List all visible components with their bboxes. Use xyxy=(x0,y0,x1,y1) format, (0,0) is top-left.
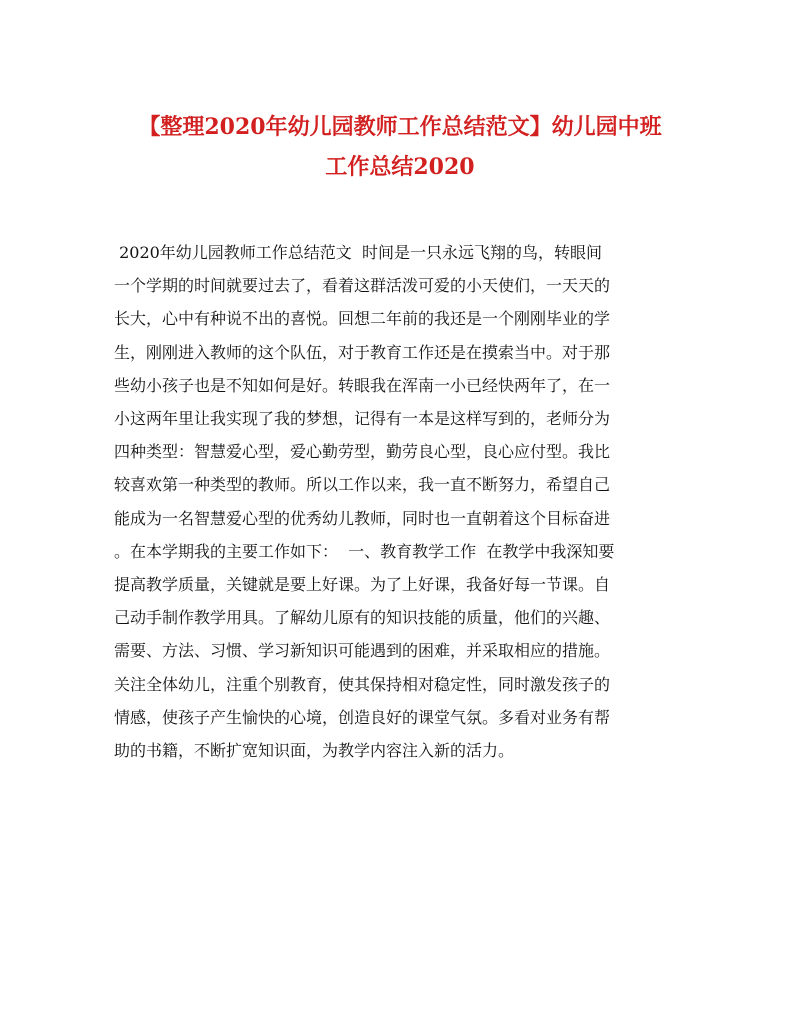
body-line: 需要、方法、习惯、学习新知识可能遇到的困难，并采取相应的措施。 xyxy=(114,641,611,661)
body-line: 提高教学质量，关键就是要上好课。为了上好课，我备好每一节课。自 xyxy=(114,575,611,595)
body-line: 己动手制作教学用具。了解幼儿原有的知识技能的质量，他们的兴趣、 xyxy=(114,608,611,628)
body-line: 关注全体幼儿，注重个别教育，使其保持相对稳定性，同时激发孩子的 xyxy=(114,674,611,694)
body-line: 能成为一名智慧爱心型的优秀幼儿教师，同时也一直朝着这个目标奋进 xyxy=(114,508,611,528)
body-line: 长大，心中有种说不出的喜悦。回想二年前的我还是一个刚刚毕业的学 xyxy=(114,309,611,329)
body-line: 助的书籍，不断扩宽知识面，为教学内容注入新的活力。 xyxy=(114,741,515,761)
title-line-2: 工作总结2020 xyxy=(325,154,475,180)
body-line: 一个学期的时间就要过去了，看着这群活泼可爱的小天使们，一天天的 xyxy=(114,276,611,296)
document-title xyxy=(110,107,690,187)
body-line: 2020年幼儿园教师工作总结范文 时间是一只永远飞翔的鸟，转眼间 xyxy=(114,243,602,262)
body-line: 生，刚刚进入教师的这个队伍，对于教育工作还是在摸索当中。对于那 xyxy=(114,342,611,362)
body-line: 四种类型：智慧爱心型，爱心勤劳型，勤劳良心型，良心应付型。我比 xyxy=(114,442,611,462)
body-line: 小这两年里让我实现了我的梦想，记得有一本是这样写到的，老师分为 xyxy=(114,409,611,429)
document-body xyxy=(114,236,694,767)
body-line: 。在本学期我的主要工作如下： 一、教育教学工作 在教学中我深知要 xyxy=(114,541,615,561)
body-line: 较喜欢第一种类型的教师。所以工作以来，我一直不断努力，希望自己 xyxy=(114,475,611,495)
body-line: 些幼小孩子也是不知如何是好。转眼我在浑南一小已经快两年了，在一 xyxy=(114,375,611,395)
body-line: 情感，使孩子产生愉快的心境，创造良好的课堂气氛。多看对业务有帮 xyxy=(114,707,611,727)
title-line-1: 【整理2020年幼儿园教师工作总结范文】幼儿园中班 xyxy=(138,114,662,140)
